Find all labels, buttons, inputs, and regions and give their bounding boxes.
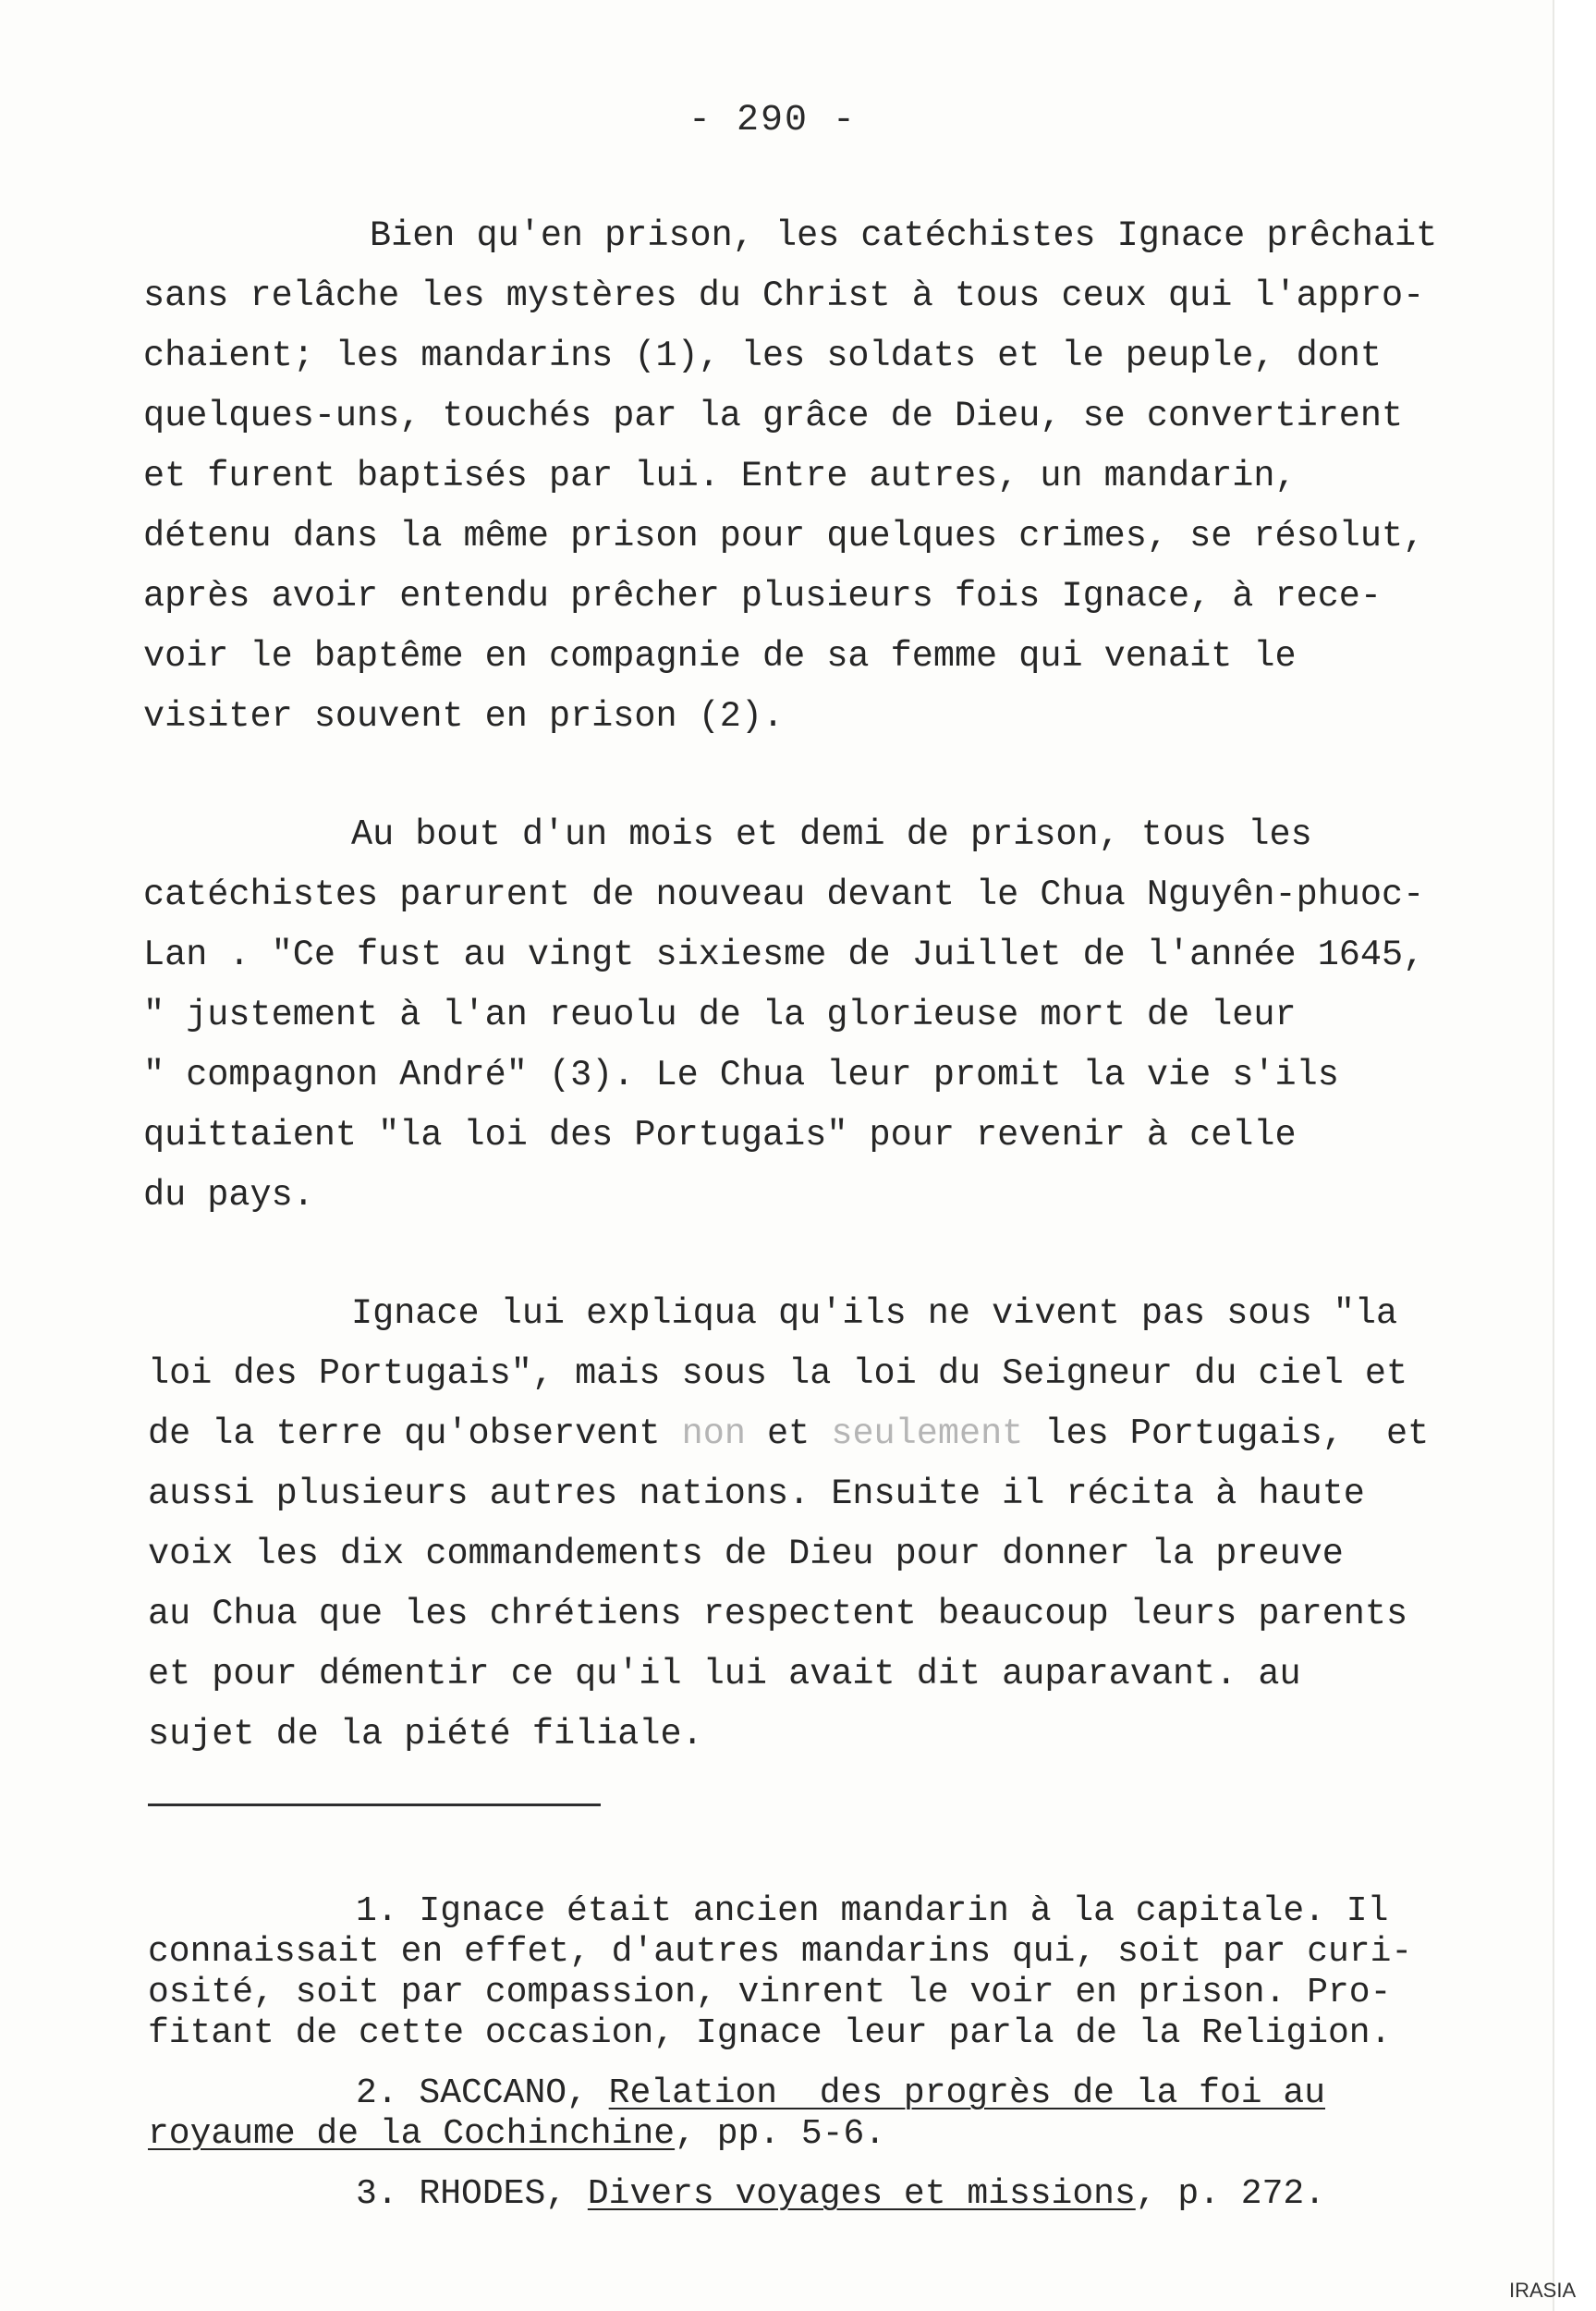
text-line: et pour démentir ce qu'il lui avait dit auparavant. au (148, 1654, 1301, 1694)
footnote-author: SACCANO, (419, 2073, 588, 2113)
footnote-1-line: connaissait en effet, d'autres mandarins qui, soit par curi- (148, 1932, 1413, 1972)
text-line: Lan . "Ce fust au vingt sixiesme de Juillet de l'année 1645, (143, 935, 1425, 975)
text-line: visiter souvent en prison (2). (143, 696, 785, 737)
text-segment: les Portugais, et (1023, 1413, 1430, 1454)
text-line-with-faded-words (148, 1412, 1429, 1455)
text-line: Ignace lui expliqua qu'ils ne vivent pas sous "la (351, 1293, 1398, 1334)
footnote-separator (148, 1804, 601, 1806)
page-number: - 290 - (688, 100, 858, 141)
text-line: sujet de la piété filiale. (148, 1714, 703, 1755)
footnote-1-line: 1. Ignace était ancien mandarin à la capitale. Il (356, 1891, 1389, 1931)
text-line: chaient; les mandarins (1), les soldats et le peuple, dont (143, 336, 1383, 376)
text-line: et furent baptisés par lui. Entre autres, un mandarin, (143, 456, 1297, 496)
text-line: voix les dix commandements de Dieu pour donner la preuve (148, 1534, 1344, 1574)
text-line: " justement à l'an reuolu de la glorieuse mort de leur (143, 995, 1297, 1035)
text-line: après avoir entendu prêcher plusieurs fois Ignace, à rece- (143, 576, 1383, 617)
text-line: catéchistes parurent de nouveau devant le Chua Nguyên-phuoc- (143, 874, 1425, 915)
footnote-author: RHODES, (419, 2174, 567, 2214)
footnote-pages: , p. 272. (1135, 2174, 1326, 2214)
text-segment: et (745, 1413, 810, 1454)
text-line: du pays. (143, 1175, 314, 1216)
text-line: Bien qu'en prison, les catéchistes Ignace prêchait (370, 215, 1438, 256)
text-segment: de la terre qu'observent (148, 1413, 682, 1454)
text-line: quelques-uns, touchés par la grâce de Dieu, se convertirent (143, 396, 1404, 436)
footnote-title: royaume de la Cochinchine (148, 2114, 676, 2154)
footnote-number: 3. (356, 2174, 398, 2214)
footnote-number: 2. (356, 2073, 398, 2113)
footnote-1-line: fitant de cette occasion, Ignace leur parla de la Religion. (148, 2013, 1392, 2053)
irasia-watermark: IRASIA (1509, 2279, 1577, 2302)
footnote-2 (356, 2073, 1325, 2114)
footnote-pages: , pp. 5-6. (675, 2114, 886, 2154)
text-line: au Chua que les chrétiens respectent beaucoup leurs parents (148, 1594, 1408, 1634)
text-line: sans relâche les mystères du Christ à tous ceux qui l'appro- (143, 275, 1425, 316)
text-line: loi des Portugais", mais sous la loi du Seigneur du ciel et (148, 1353, 1408, 1394)
text-line: Au bout d'un mois et demi de prison, tous les (351, 814, 1312, 855)
footnote-1-line: osité, soit par compassion, vinrent le voir en prison. Pro- (148, 1973, 1392, 2012)
footnote-2-continuation (148, 2114, 885, 2155)
text-line: détenu dans la même prison pour quelques crimes, se résolut, (143, 516, 1425, 556)
faded-word: seulement (810, 1413, 1024, 1454)
text-line: quittaient "la loi des Portugais" pour revenir à celle (143, 1115, 1297, 1156)
footnote-3 (356, 2174, 1325, 2215)
faded-word: non (681, 1413, 746, 1454)
text-line: aussi plusieurs autres nations. Ensuite il récita à haute (148, 1473, 1365, 1514)
footnote-title: Divers voyages et missions (587, 2174, 1136, 2214)
text-line: voir le baptême en compagnie de sa femme qui venait le (143, 636, 1297, 677)
footnote-title: Relation des progrès de la foi au (608, 2073, 1325, 2113)
text-line: " compagnon André" (3). Le Chua leur promit la vie s'ils (143, 1055, 1339, 1095)
